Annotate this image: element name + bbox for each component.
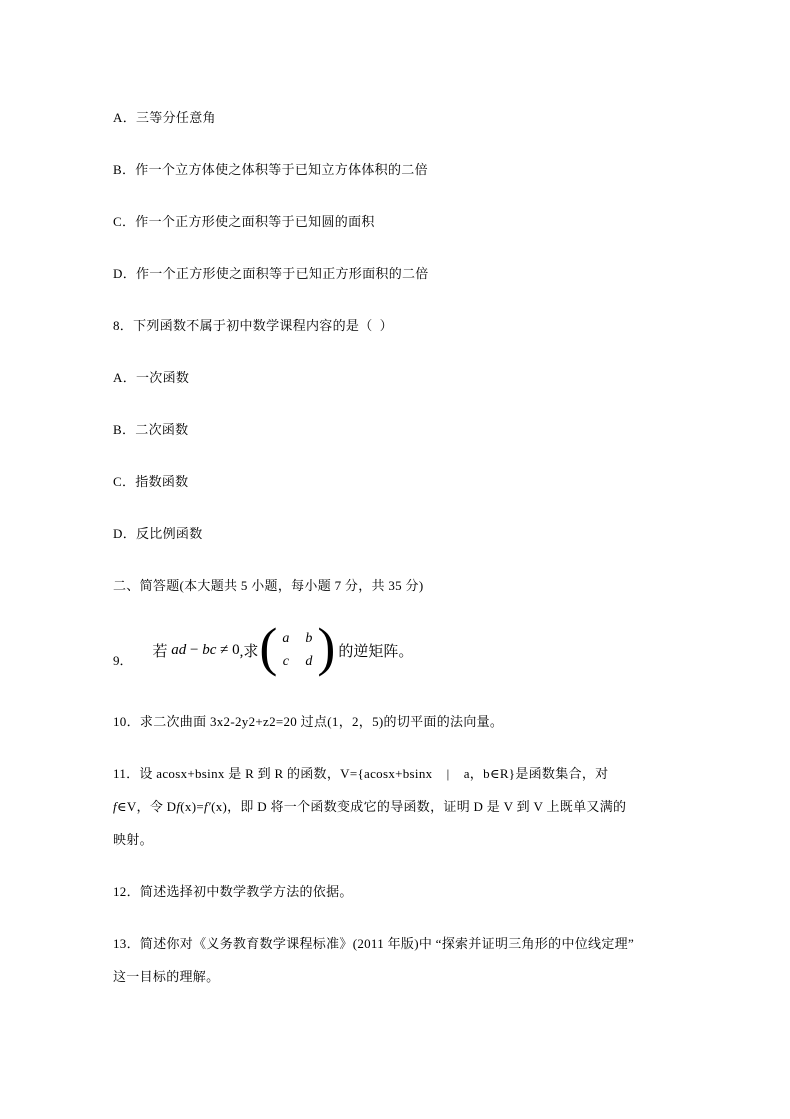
formula-comma-qiu: ,求 (239, 643, 259, 660)
q11-seg6: (x)，即 D 将一个函数变成它的导函数，证明 D 是 V 到 V 上既单又满的 (211, 799, 627, 814)
matrix-inverse-formula (152, 617, 414, 677)
question-12: 12．简述选择初中数学教学方法的依据。 (113, 884, 353, 899)
question-13 (113, 927, 690, 993)
formula-ruo: 若 (152, 643, 172, 660)
question9-number: 9． (113, 652, 133, 668)
q11-f2: f (176, 799, 181, 814)
matrix-entry-d: d (305, 653, 313, 669)
q11-f-prime: f′ (204, 799, 212, 814)
formula-suffix: 的逆矩阵。 (338, 643, 414, 660)
question11-line2 (113, 790, 690, 823)
right-parenthesis: ) (317, 617, 336, 677)
question7-option-b: B．作一个立方体使之体积等于已知立方体体积的二倍 (113, 162, 428, 177)
question8-option-a: A．一次函数 (113, 370, 190, 385)
question11-line3: 映射。 (113, 832, 153, 847)
question8-stem: 8．下列函数不属于初中数学课程内容的是（ ） (113, 318, 393, 333)
formula-bc: bc (202, 641, 217, 658)
q11-seg4: (x)= (180, 799, 204, 814)
left-parenthesis: ( (259, 617, 278, 677)
q11-f1: f (113, 799, 117, 814)
question-9 (113, 617, 690, 683)
question11-line1: 11．设 acosx+bsinx 是 R 到 R 的函数，V={acosx+bsinx | a，b∈R}是函数集合，对 (113, 766, 609, 781)
question13-line1: 13．简述你对《义务教育数学课程标准》(2011 年版)中 “探索并证明三角形的中位线定理” (113, 936, 635, 951)
question8-option-b: B．二次函数 (113, 422, 189, 437)
question7-option-d: D．作一个正方形使之面积等于已知正方形面积的二倍 (113, 266, 429, 281)
question7-option-c: C．作一个正方形使之面积等于已知圆的面积 (113, 214, 375, 229)
formula-neq-zero: ≠ 0 (216, 641, 240, 658)
question-11 (113, 757, 690, 856)
question8-option-d: D．反比例函数 (113, 526, 203, 541)
question8-option-c: C．指数函数 (113, 474, 189, 489)
question7-option-a: A．三等分任意角 (113, 110, 216, 125)
question-10: 10．求二次曲面 3x2-2y2+z2=20 过点(1，2，5)的切平面的法向量。 (113, 714, 504, 729)
matrix-entry-b: b (305, 630, 313, 646)
section2-heading: 二、简答题(本大题共 5 小题，每小题 7 分，共 35 分) (113, 578, 424, 593)
matrix-entry-a: a (282, 630, 290, 646)
matrix-2x2 (277, 631, 317, 670)
q11-seg2: ∈V，令 D (116, 799, 177, 814)
formula-ad: ad (171, 641, 187, 658)
question13-line2: 这一目标的理解。 (113, 969, 220, 984)
formula-minus: − (186, 641, 203, 658)
matrix-entry-c: c (282, 653, 290, 669)
